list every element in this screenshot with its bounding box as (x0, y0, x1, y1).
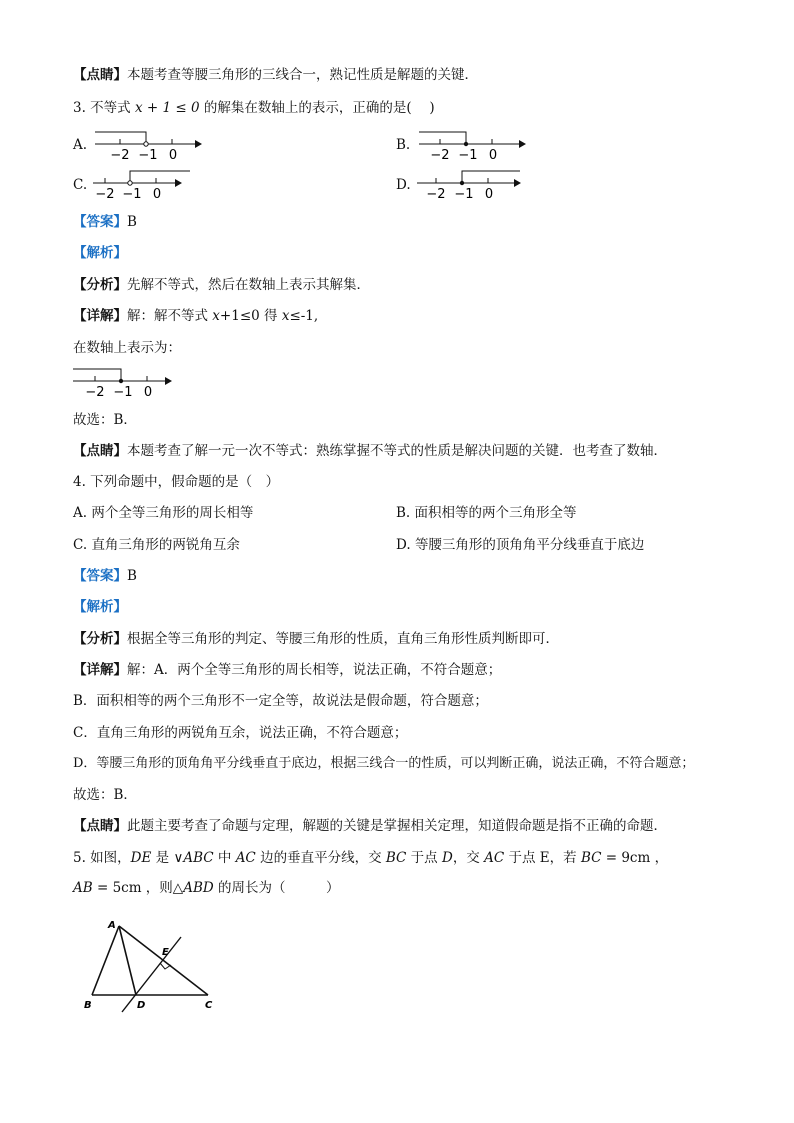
q4-option-b[interactable] (396, 504, 577, 522)
vertex-label-e: E (162, 947, 169, 958)
fenxi-tag: 【分析】 (73, 277, 127, 293)
stem-text: 边的垂直平分线，交 (255, 850, 386, 866)
tick-label: −1 (454, 187, 474, 202)
stem-text: 中 (213, 850, 236, 866)
q4-answer (73, 567, 137, 585)
q3-stem-math: x + 1 ≤ 0 (134, 100, 200, 116)
q3-option-a-letter[interactable]: A. (73, 137, 88, 153)
comment-tag: 【点睛】 (73, 443, 127, 459)
q3-show-line: 在数轴上表示为： (73, 340, 181, 356)
q3-option-a-numberline (90, 128, 210, 164)
stem-math: ABD (183, 880, 214, 896)
q3-detail (73, 307, 318, 325)
q3-choose: 故选：B． (73, 412, 137, 428)
tick-label: −2 (85, 385, 105, 400)
q4-choose: 故选：B． (73, 787, 137, 803)
answer-value: B (127, 214, 137, 230)
detail-text: ≤-1, (289, 308, 319, 324)
option-text: 直角三角形的两锐角互余 (91, 537, 240, 553)
detail-text: 解：A．两个全等三角形的周长相等，说法正确，不符合题意； (127, 662, 502, 678)
analysis-tag: 【解析】 (73, 599, 127, 615)
tick-label: −1 (113, 385, 133, 400)
answer-value: B (127, 568, 137, 584)
analysis-tag: 【解析】 (73, 245, 127, 261)
stem-text: 是 (151, 850, 174, 866)
answer-tag: 【答案】 (73, 214, 127, 230)
q4-option-c[interactable] (73, 536, 240, 554)
detail-math: x (212, 308, 220, 324)
tick-label: −2 (110, 148, 130, 163)
tick-label: 0 (488, 148, 498, 163)
stem-math: AB (73, 880, 93, 896)
option-letter: C. (73, 537, 88, 553)
fenxi-text: 先解不等式，然后在数轴上表示其解集． (127, 277, 370, 293)
option-text: 两个全等三角形的周长相等 (91, 505, 254, 521)
detail-math: x (281, 308, 290, 324)
q4-option-a[interactable] (73, 504, 253, 522)
stem-math: AC (235, 850, 256, 866)
q3-option-b-numberline (414, 128, 534, 164)
q4-detail-b: B．面积相等的两个三角形不一定全等，故说法是假命题，符合题意； (73, 693, 488, 709)
stem-text: = 5cm ，则△ (92, 880, 184, 896)
vertex-label-d: D (137, 1000, 146, 1011)
tick-label: −1 (458, 148, 478, 163)
q2-comment (73, 66, 478, 84)
detail-text: 解：解不等式 (127, 308, 213, 324)
vertex-label-b: B (84, 1000, 92, 1011)
vertex-label-c: C (205, 1000, 213, 1011)
q3-solution-numberline (70, 364, 190, 400)
detail-text: +1≤0 得 (219, 308, 282, 324)
detail-tag: 【详解】 (73, 308, 127, 324)
stem-text: ，交 (452, 850, 485, 866)
tick-label: 0 (168, 148, 178, 163)
q3-fenxi (73, 276, 370, 294)
stem-text: 于点 E，若 (504, 850, 581, 866)
fenxi-text: 根据全等三角形的判定、等腰三角形的性质，直角三角形性质判断即可． (127, 631, 559, 647)
comment-text: 此题主要考查了命题与定理，解题的关键是掌握相关定理，知道假命题是指不正确的命题． (127, 818, 667, 834)
vertex-label-a: A (108, 920, 116, 931)
q3-stem (73, 99, 435, 117)
q4-comment (73, 817, 667, 835)
comment-tag: 【点睛】 (73, 67, 127, 83)
tick-label: −2 (95, 187, 115, 202)
q3-stem-pre: 3. 不等式 (73, 100, 131, 116)
q4-detail-c: C．直角三角形的两锐角互余，说法正确，不符合题意； (73, 725, 408, 741)
stem-text: 于点 (406, 850, 442, 866)
q4-analysis-tag (73, 598, 127, 616)
comment-tag: 【点睛】 (73, 818, 127, 834)
tick-label: −1 (138, 148, 158, 163)
stem-math: BC (385, 850, 407, 866)
tick-label: 0 (143, 385, 153, 400)
option-text: 面积相等的两个三角形全等 (414, 505, 577, 521)
stem-math: AC (484, 850, 505, 866)
answer-tag: 【答案】 (73, 568, 127, 584)
stem-math: D (441, 850, 453, 866)
option-letter: B. (396, 505, 411, 521)
q3-option-d-letter[interactable]: D. (396, 177, 411, 193)
q3-answer (73, 213, 137, 231)
q3-analysis-tag (73, 244, 127, 262)
stem-text: 的周长为（ ） (213, 880, 340, 896)
stem-math: DE (130, 850, 152, 866)
q5-stem-line2 (73, 879, 340, 897)
q4-option-d[interactable] (396, 536, 644, 554)
q5-triangle-figure (78, 915, 228, 1020)
tick-label: −1 (122, 187, 142, 202)
q3-stem-post: 的解集在数轴上的表示，正确的是( ) (203, 100, 435, 116)
q3-comment (73, 442, 667, 460)
comment-text: 本题考查等腰三角形的三线合一，熟记性质是解题的关键． (127, 67, 478, 83)
option-letter: D. (396, 537, 411, 553)
stem-text: 5. 如图， (73, 850, 131, 866)
stem-math: BC (580, 850, 602, 866)
q4-fenxi (73, 630, 559, 648)
q3-option-c-letter[interactable]: C. (73, 177, 88, 193)
option-text: 等腰三角形的顶角角平分线垂直于底边 (414, 537, 645, 553)
comment-text: 本题考查了解一元一次不等式：熟练掌握不等式的性质是解决问题的关键．也考查了数轴． (127, 443, 667, 459)
q3-option-c-numberline (90, 168, 200, 204)
q3-option-d-numberline (414, 168, 534, 204)
q4-detail-d: D．等腰三角形的顶角角平分线垂直于底边，根据三线合一的性质，可以判断正确，说法正确，不符合题意； (73, 756, 695, 771)
tick-label: 0 (484, 187, 494, 202)
tick-label: −2 (430, 148, 450, 163)
stem-math: ∨ABC (173, 850, 214, 866)
q4-detail-a (73, 661, 501, 679)
stem-text: = 9cm ， (601, 850, 669, 866)
fenxi-tag: 【分析】 (73, 631, 127, 647)
q4-stem: 4. 下列命题中，假命题的是（ ） (73, 474, 280, 490)
q3-option-b-letter[interactable]: B. (396, 137, 411, 153)
tick-label: 0 (152, 187, 162, 202)
q5-stem-line1 (73, 849, 668, 867)
tick-label: −2 (426, 187, 446, 202)
detail-tag: 【详解】 (73, 662, 127, 678)
option-letter: A. (73, 505, 88, 521)
